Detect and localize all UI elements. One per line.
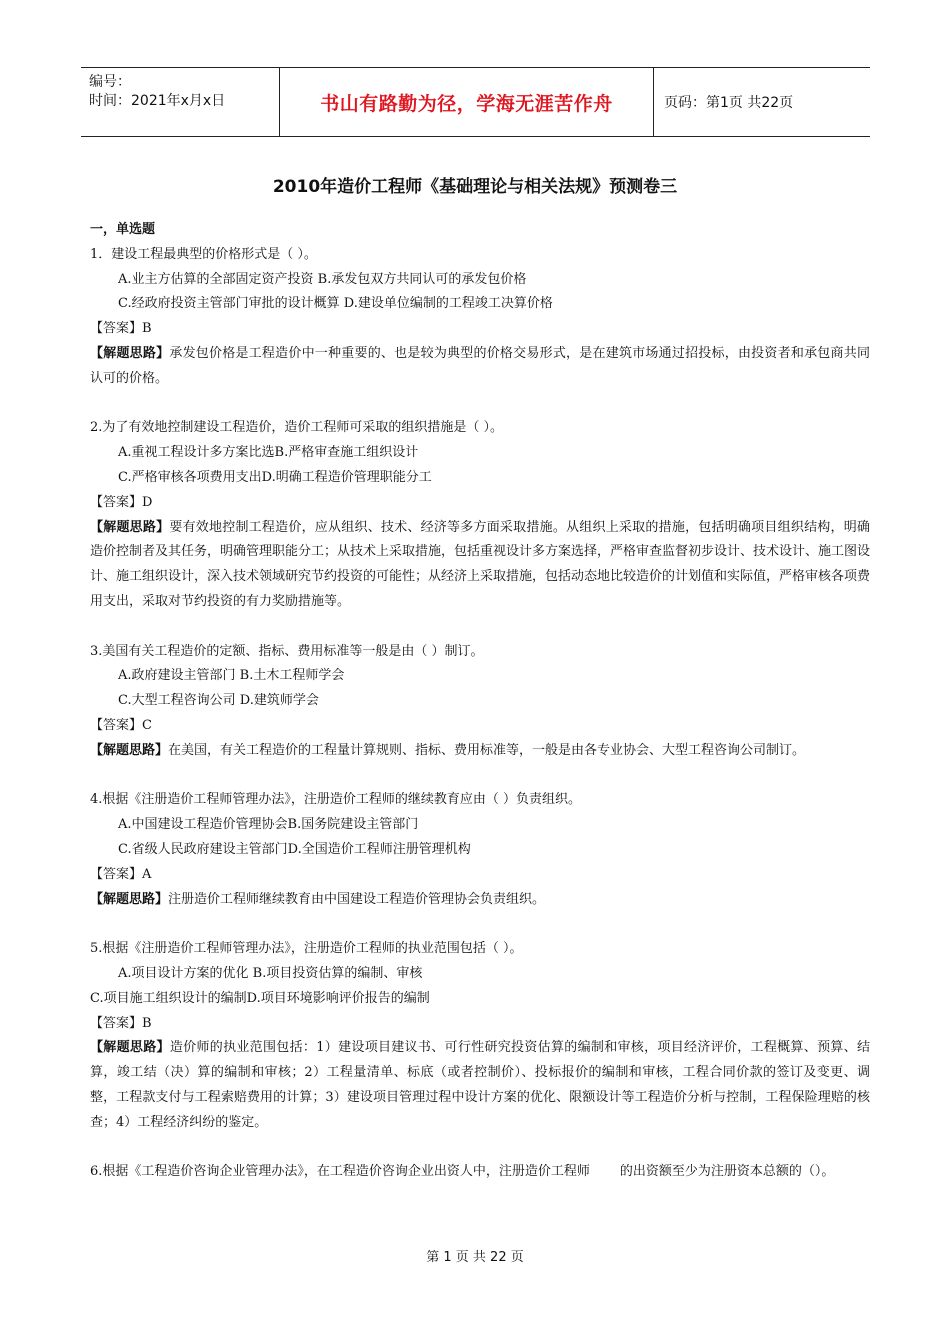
- analysis-label: 【解题思路】: [90, 1040, 170, 1056]
- answer-value: D: [142, 494, 153, 510]
- question-stem: [90, 1160, 870, 1185]
- document-title: 2010年造价工程师《基础理论与相关法规》预测卷三: [272, 177, 678, 197]
- answer-label: 【答案】: [90, 866, 143, 882]
- question-stem: 3.美国有关工程造价的定额、指标、费用标准等一般是由（ ）制订。: [90, 643, 484, 659]
- analysis-label: 【解题思路】: [90, 891, 169, 907]
- question-option: C.省级人民政府建设主管部门D.全国造价工程师注册管理机构: [118, 841, 471, 857]
- answer-line: [90, 1012, 870, 1037]
- question-stem: 4.根据《注册造价工程师管理办法》，注册造价工程师的继续教育应由（ ）负责组织。: [90, 792, 582, 808]
- question-stem-part: 的出资额至少为注册资本总额的（）。: [619, 1164, 835, 1180]
- answer-line: [90, 317, 870, 342]
- page-header: [81, 67, 870, 137]
- question-option: C.大型工程咨询公司 D.建筑师学会: [118, 693, 319, 709]
- answer-line: [90, 863, 870, 888]
- header-number-label: 编号：: [89, 74, 131, 90]
- document-body: [90, 218, 870, 1185]
- page-footer: 第 1 页 共 22 页: [426, 1250, 524, 1265]
- question-option: C.经政府投资主管部门审批的设计概算 D.建设单位编制的工程竣工决算价格: [118, 296, 553, 312]
- question-stem-part: 6.根据《工程造价咨询企业管理办法》，在工程造价咨询企业出资人中，注册造价工程师: [90, 1164, 590, 1180]
- answer-line: [90, 491, 870, 516]
- question-option: A.项目设计方案的优化 B.项目投资估算的编制、审核: [118, 965, 423, 981]
- question-4: [90, 788, 870, 912]
- question-option: A.业主方估算的全部固定资产投资 B.承发包双方共同认可的承发包价格: [118, 271, 527, 287]
- section-heading: 一，单选题: [90, 222, 156, 237]
- answer-label: 【答案】: [90, 494, 143, 510]
- question-stem: 2.为了有效地控制建设工程造价，造价工程师可采取的组织措施是（ ）。: [90, 420, 504, 436]
- analysis-paragraph: [90, 1036, 870, 1135]
- question-5: [90, 937, 870, 1135]
- question-option: C.严格审核各项费用支出D.明确工程造价管理职能分工: [118, 469, 432, 485]
- analysis-text: 造价师的执业范围包括：1）建设项目建议书、可行性研究投资估算的编制和审核，项目经济评价，工程概算、预算、结算，竣工结（决）算的编制和审核；2）工程量清单、标底（或者控制价）、投标报价的编制和审核，工程合同价款的签订及变更、调整，工程款支付与工程索赔费用的计算；3）建设项目管理过程中设计方案的优化、限额设计等工程造价分析与控制，工程保险理赔的核查；4）工程经济纠纷的鉴定。: [90, 1040, 870, 1130]
- answer-value: A: [142, 866, 152, 882]
- answer-label: 【答案】: [90, 717, 143, 733]
- question-2: [90, 416, 870, 614]
- analysis-paragraph: [90, 888, 870, 913]
- question-stem: 1．建设工程最典型的价格形式是（ ）。: [90, 246, 317, 262]
- question-option: A.政府建设主管部门 B.土木工程师学会: [118, 668, 345, 684]
- analysis-text: 承发包价格是工程造价中一种重要的、也是较为典型的价格交易形式，是在建筑市场通过招投标，由投资者和承包商共同认可的价格。: [90, 345, 870, 386]
- question-option: C.项目施工组织设计的编制D.项目环境影响评价报告的编制: [90, 990, 430, 1006]
- header-page-info: 页码：第1页 共22页: [664, 95, 794, 111]
- header-meta: [81, 68, 280, 136]
- header-time-label: 时间：2021年x月x日: [89, 93, 226, 109]
- answer-label: 【答案】: [90, 1015, 143, 1031]
- analysis-label: 【解题思路】: [90, 345, 170, 361]
- answer-value: C: [142, 717, 152, 733]
- analysis-text: 注册造价工程师继续教育由中国建设工程造价管理协会负责组织。: [168, 891, 546, 907]
- answer-label: 【答案】: [90, 321, 143, 337]
- analysis-text: 在美国，有关工程造价的工程量计算规则、指标、费用标准等，一般是由各专业协会、大型工程咨询公司制订。: [168, 742, 806, 758]
- answer-value: B: [142, 321, 152, 337]
- question-option: A.中国建设工程造价管理协会B.国务院建设主管部门: [118, 817, 419, 833]
- analysis-paragraph: [90, 739, 870, 764]
- analysis-label: 【解题思路】: [90, 742, 169, 758]
- question-stem: 5.根据《注册造价工程师管理办法》，注册造价工程师的执业范围包括（ ）。: [90, 941, 523, 957]
- question-6: [90, 1160, 870, 1185]
- answer-line: [90, 714, 870, 739]
- analysis-paragraph: [90, 516, 870, 615]
- header-motto: 书山有路勤为径，学海无涯苦作舟: [280, 68, 654, 136]
- analysis-text: 要有效地控制工程造价，应从组织、技术、经济等多方面采取措施。从组织上采取的措施，包括明确项目组织结构，明确造价控制者及其任务，明确管理职能分工；从技术上采取措施，包括重视设计多方案选择，严格审查监督初步设计、技术设计、施工图设计、施工组织设计，深入技术领域研究节约投资的可能性；从经济上采取措施，包括动态地比较造价的计划值和实际值，严格审核各项费用支出，采取对节约投资的有力奖励措施等。: [90, 519, 871, 609]
- question-option: A.重视工程设计多方案比选B.严格审查施工组织设计: [118, 445, 419, 461]
- answer-value: B: [142, 1015, 152, 1031]
- analysis-label: 【解题思路】: [90, 519, 170, 535]
- analysis-paragraph: [90, 342, 870, 392]
- question-3: [90, 640, 870, 764]
- question-1: [90, 243, 870, 392]
